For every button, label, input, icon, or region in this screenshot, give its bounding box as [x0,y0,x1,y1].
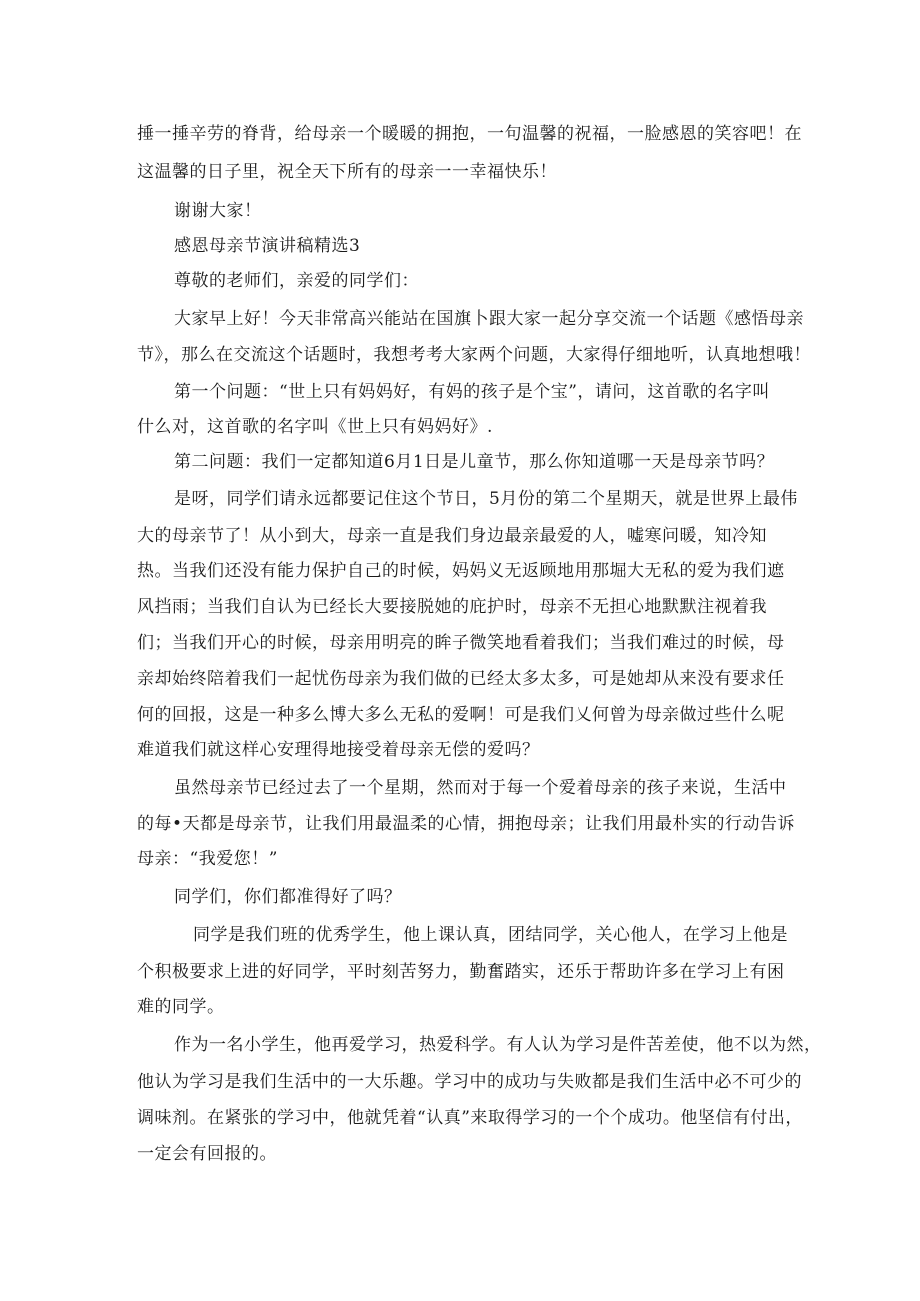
text-line: 节》，那么在交流这个话题时，我想考考大家两个问题，大家得仔细地听，认真地想哦！ [137,345,811,365]
text-line: 他认为学习是我们生活中的一大乐趣。学习中的成功与失败都是我们生活中必不可少的 [137,1072,802,1092]
text-line: 的每•天都是母亲节，让我们用最温柔的心情，拥抱母亲；让我们用最朴实的行动告诉 [137,814,796,834]
text-line: 亲却始终陪着我们一起忧伤母亲为我们做的已经太多太多，可是她却从来没有要求任 [137,669,785,689]
text-line: 母亲：“我爱您！” [137,849,278,869]
text-line: 一定会有回报的。 [137,1144,277,1164]
text-line: 第一个问题：“世上只有妈妈好，有妈的孩子是个宝”，请问，这首歌的名字叫 [174,382,770,402]
section-title: 感恩母亲节演讲稿精选3 [174,236,361,256]
text-line: 调味剂。在紧张的学习中，他就凭着“认真”来取得学习的一个个成功。他坚信有付出， [137,1108,803,1128]
text-line: 何的回报，这是一种多么博大多么无私的爱啊！可是我们乂何曾为母亲做过些什么呢 [137,705,785,725]
text-line: 风挡雨；当我们自认为已经长大要接脱她的庇护时，母亲不无担心地默默注视着我 [137,597,767,617]
text-line: 这温馨的日子里，祝全天下所有的母亲一一幸福快乐！ [137,162,557,182]
text-line: 同学们，你们都准得好了吗？ [174,887,402,907]
text-line: 难道我们就这样心安理得地接受着母亲无偿的爱吗？ [137,740,540,760]
text-line: 大家早上好！今天非常高兴能站在国旗卜跟大家一起分享交流一个话题《感悟母亲 [174,309,804,329]
text-line: 大的母亲节了！从小到大，母亲一直是我们身边最亲最爱的人，嘘寒问暖，知冷知 [137,526,767,546]
text-line: 什么对，这首歌的名字叫《世上只有妈妈好》. [137,417,493,437]
text-line: 是呀，同学们请永远都要记住这个节日，5月份的第二个星期天，就是世界上最伟 [174,489,798,509]
text-line: 第二问题：我们一定都知道6月1日是儿童节，那么你知道哪一天是母亲节吗？ [174,452,775,472]
text-line: 热。当我们还没有能力保护自己的时候，妈妈义无返顾地用那堀大无私的爱为我们遮 [137,561,785,581]
text-line: 同学是我们班的优秀学生，他上课认真，团结同学，关心他人，在学习上他是 [193,925,788,945]
text-line: 捶一捶辛劳的脊背，给母亲一个暖暖的拥抱，一句温馨的祝福，一脸感恩的笑容吧！在 [137,124,802,144]
text-line: 作为一名小学生，他再爱学习，热爱科学。有人认为学习是件苦差使，他不以为然， [174,1035,822,1055]
text-line: 个积极要求上进的好同学，平时刻苦努力，勤奮踏实，还乐于帮助许多在学习上有困 [137,962,785,982]
text-line: 们；当我们开心的时候，母亲用明亮的眸子微笑地看着我们；当我们难过的时候，母 [137,633,785,653]
salutation: 尊敬的老师们，亲爱的同学们： [174,271,419,291]
text-line: 难的同学。 [137,997,225,1017]
text-line: 虽然母亲节已经过去了一个星期，然而对于每一个爱着母亲的孩子来说，生活中 [174,778,787,798]
text-line: 谢谢大家！ [174,201,262,221]
